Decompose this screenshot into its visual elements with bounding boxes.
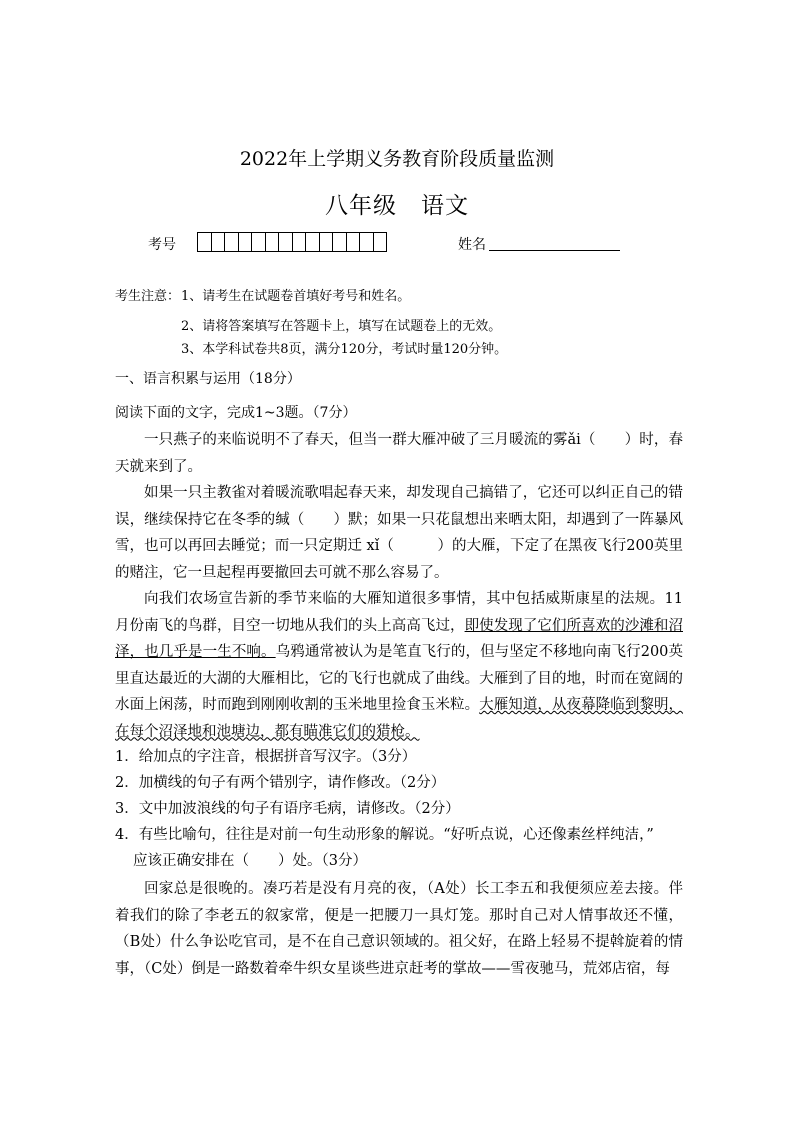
reading-intro: 阅读下面的文字，完成1~3题。（7分） [115,405,357,421]
wavy-underlined-sentence: 大雁知道，从夜幕降临到黎明，在每个沼泽地和池塘边，都有瞄准它们的猎枪。 [115,697,684,740]
underlined-sentence: 即使发现了它们所喜欢的沙滩和沼泽，也几乎是一生不响。 [115,617,683,660]
question-2: 2．加横线的句子有两个错别字，请作修改。（2分） [115,775,446,791]
exam-no-cell [225,233,239,251]
exam-no-cell [347,233,361,251]
passage-paragraph-1: 一只燕子的来临说明不了春天，但当一群大雁冲破了三月暖流的雾ǎi（ ）时，春天就来到了。 [115,432,683,475]
exam-no-cell [198,233,212,251]
exam-no-label: 考号 [148,237,176,253]
exam-no-cell [279,233,293,251]
exam-no-cell [360,233,374,251]
excerpt-paragraph: 回家总是很晚的。凑巧若是没有月亮的夜，（A处）长工李五和我便须应差去接。伴着我们的除了李老五的叙家常，便是一把腰刀一具灯笼。那时自己对人情事故还不懂，（B处）什么争讼吃官司，是不在自己意识领域的。祖父好，在路上轻易不提斡旋着的情事，（C处）倒是一路数着牵牛织女星谈些进京赶考的掌故——雪夜驰马，荒郊店宿，每 [115,881,683,977]
exam-no-cell [266,233,280,251]
section-heading: 一、语言积累与运用（18分） [115,371,301,387]
exam-no-cell [252,233,266,251]
exam-subtitle: 八年级 语文 [325,193,469,219]
notice-item-2: 2、请将答案填写在答题卡上，填写在试题卷上的无效。 [181,319,502,334]
notice-label: 考生注意： [115,289,181,304]
exam-no-cell [320,233,334,251]
exam-no-cell [306,233,320,251]
passage-paragraph-2: 如果一只主教雀对着暖流歌唱起春天来，却发现自己搞错了，它还可以纠正自己的错误，继续保持它在冬季的缄（ ）默；如果一只花鼠想出来晒太阳，却遇到了一阵暴风雪，也可以再回去睡觉；而一只定期迁 xǐ（ ）的大雁，下定了在黑夜飞行200英里的赌注，它一旦起程再要撤回去可就不那么容易了。 [115,485,683,581]
p3-text-b: 乌鸦通常被认为是笔直飞行的，但与坚定不移地向南飞行200英里直达最近的大湖的大雁相比，它的飞行也就成了曲线。大雁到了目的地，时而在宽阔的水面上闲荡，时而跑到刚刚收割的玉米地里捡食玉米粒。 [115,644,683,713]
exam-no-cell [374,233,387,251]
exam-no-cell [293,233,307,251]
question-1: 1．给加点的字注音，根据拼音写汉字。（3分） [115,749,417,765]
notice-item-1: 1、请考生在试题卷首填好考号和姓名。 [181,289,411,304]
notice-item-3: 3、本学科试卷共8页，满分120分，考试时量120分钟。 [181,342,508,357]
exam-no-boxes [197,232,387,252]
exam-no-cell [212,233,226,251]
reading-passage [115,427,683,745]
exam-no-cell [239,233,253,251]
p3-text-a: 向我们农场宣告新的季节来临的大雁知道很多事情，其中包括威斯康星的法规。11月份南飞的鸟群，目空一切地从我们的头上高高飞过， [115,591,683,634]
exam-no-cell [333,233,347,251]
name-label: 姓名 [458,237,486,253]
passage-paragraph-3 [115,586,683,745]
excerpt-passage [115,876,683,982]
exam-title: 2022年上学期义务教育阶段质量监测 [239,148,555,170]
question-3: 3．文中加波浪线的句子有语序毛病，请修改。（2分） [115,801,460,817]
name-blank-line [489,250,620,251]
question-4-continued: 应该正确安排在（ ）处。（3分） [133,853,367,869]
question-4: 4．有些比喻句，往往是对前一句生动形象的解说。“好听点说，心还像素丝样纯洁，” [115,827,654,843]
